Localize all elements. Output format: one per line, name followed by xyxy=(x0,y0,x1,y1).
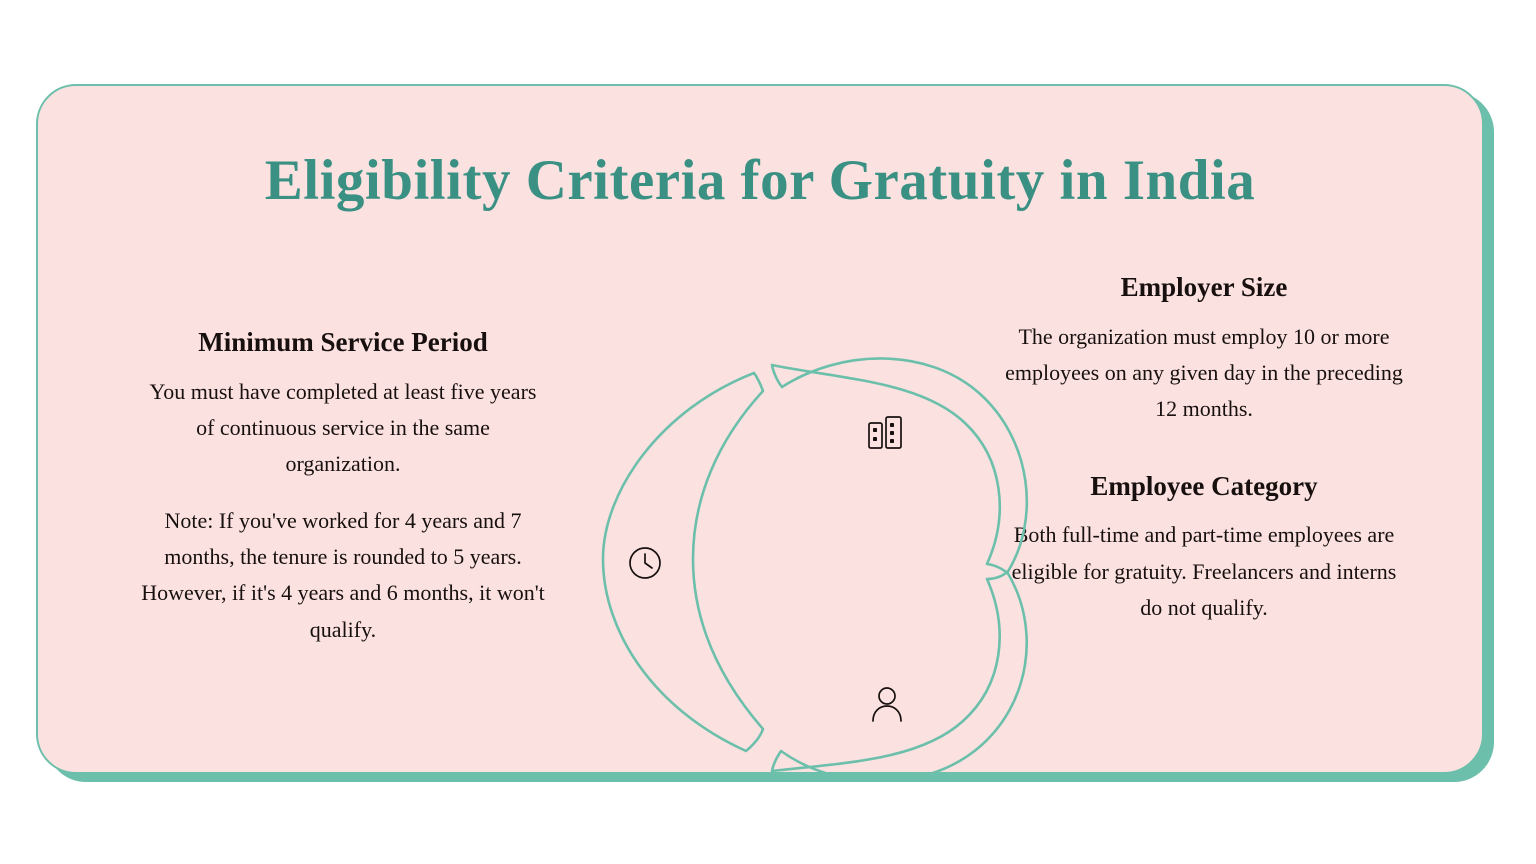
employee-category-heading: Employee Category xyxy=(1090,470,1318,501)
page-title: Eligibility Criteria for Gratuity in India xyxy=(264,149,1256,212)
person-icon xyxy=(873,688,901,721)
employee-category-body: Both full-time and part-time employees are eligible for gratuity. Freelancers and interns do not qualify. xyxy=(1011,522,1397,620)
left-column xyxy=(128,326,558,648)
employer-size-heading: Employer Size xyxy=(1120,272,1288,302)
employer-size-body: The organization must employ 10 or more employees on any given day in the preceding 12 months. xyxy=(1005,323,1403,422)
building-icon xyxy=(869,417,901,448)
minimum-service-period-paragraph-2: Note: If you've worked for 4 years and 7 months, the tenure is rounded to 5 years. However, if it's 4 years and 6 months, it won't qualify. xyxy=(141,507,545,642)
clock-segment-shape xyxy=(603,373,763,751)
three-segment-ring-diagram xyxy=(541,301,1061,781)
clock-icon xyxy=(630,548,660,578)
minimum-service-period-paragraph-1: You must have completed at least five years of continuous service in the same organization. xyxy=(149,378,537,477)
building-segment-shape xyxy=(772,358,1027,573)
person-segment-shape xyxy=(772,572,1027,781)
content-card xyxy=(36,84,1484,774)
minimum-service-period-heading: Minimum Service Period xyxy=(198,327,488,357)
